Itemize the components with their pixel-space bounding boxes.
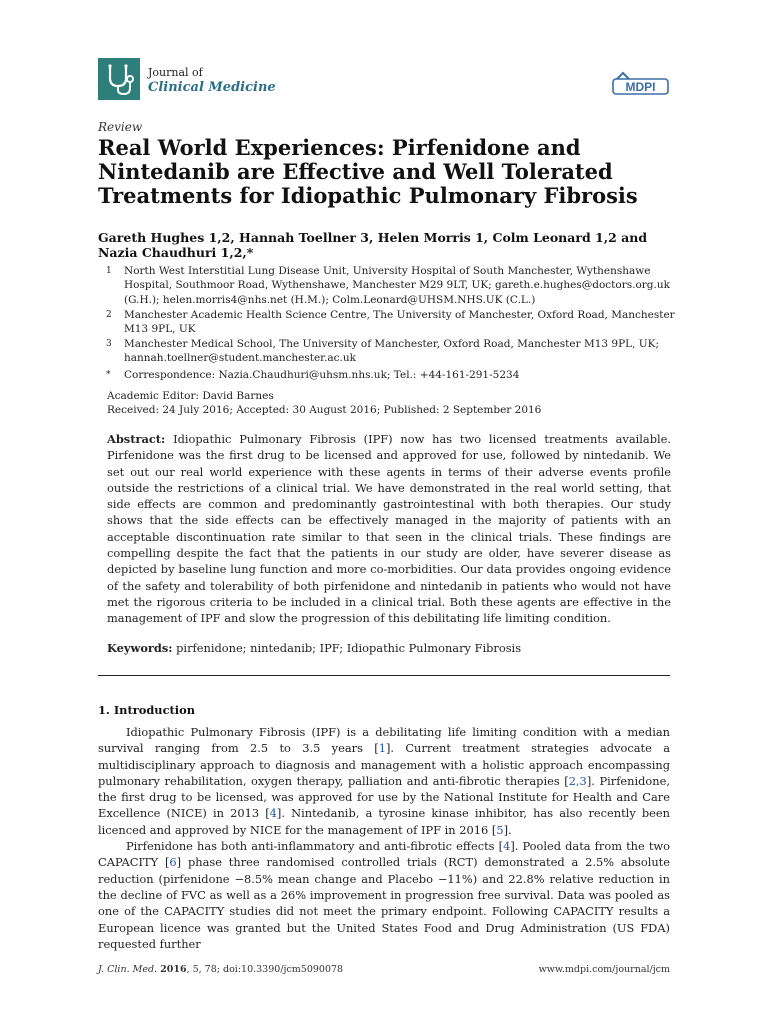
- paragraph: Idiopathic Pulmonary Fibrosis (IPF) is a debilitating life limiting condition with a median survival ranging from 2.5 to 3.5 years [1]. Current treatment strategies advocate a multidisciplinary approach to diagnosis and management with a holistic approach encompassing pulmonary rehabilitation, oxygen therapy, palliation and anti-fibrotic therapies [2,3]. Pirfenidone, the first drug to be licensed, was approved for use by the National Institute for Health and Care Excellence (NICE) in 2013 [4]. Nintedanib, a tyrosine kinase inhibitor, has also recently been licenced and approved by NICE for the management of IPF in 2016 [5].: [98, 725, 670, 837]
- affiliation-number: 2: [106, 310, 112, 320]
- keywords-text: pirfenidone; nintedanib; IPF; Idiopathic Pulmonary Fibrosis: [176, 641, 522, 655]
- affiliation-number: 3: [106, 339, 112, 349]
- abstract-label: Abstract:: [107, 432, 166, 446]
- reference-link[interactable]: 5: [496, 822, 504, 837]
- footer-citation: [98, 964, 343, 975]
- reference-link[interactable]: 2,3: [568, 773, 587, 788]
- reference-link[interactable]: 1: [378, 741, 386, 756]
- affiliation-2: [98, 308, 688, 337]
- affiliation-text: Manchester Medical School, The University of Manchester, Oxford Road, Manchester M13 9PL, UK; hannah.toellner@student.manchester.ac.uk: [124, 338, 660, 365]
- journal-name: Clinical Medicine: [148, 80, 276, 95]
- journal-logo: [98, 58, 140, 100]
- citation-year: 2016: [160, 964, 187, 975]
- correspondence-text: Correspondence: Nazia.Chaudhuri@uhsm.nhs.uk; Tel.: +44-161-291-5234: [124, 369, 520, 381]
- abstract: [107, 431, 671, 627]
- reference-link[interactable]: 6: [169, 855, 177, 870]
- authors-line-1: Gareth Hughes 1,2, Hannah Toellner 3, Helen Morris 1, Colm Leonard 1,2 and: [98, 230, 648, 245]
- section-divider: [98, 675, 670, 676]
- affiliation-1: [98, 264, 688, 307]
- correspondence-marker: *: [106, 370, 111, 380]
- reference-link[interactable]: 4: [503, 839, 511, 854]
- affiliation-3: [98, 337, 688, 366]
- journal-url[interactable]: www.mdpi.com/journal/jcm: [538, 964, 670, 975]
- academic-editor: Academic Editor: David Barnes: [107, 390, 274, 402]
- citation-details: , 5, 78; doi:10.3390/jcm5090078: [186, 964, 344, 975]
- publication-dates: Received: 24 July 2016; Accepted: 30 August 2016; Published: 2 September 2016: [107, 404, 542, 416]
- authors-line-2: Nazia Chaudhuri 1,2,*: [98, 245, 254, 260]
- reference-link[interactable]: 4: [269, 806, 277, 821]
- affiliation-text: North West Interstitial Lung Disease Unit, University Hospital of South Manchester, Wythenshawe Hospital, Southmoor Road, Wythenshawe, Manchester M29 9LT, UK; gareth.e.hughes@doctors.org.uk (G.H.); helen.morris4@nhs.net (H.M.); Colm.Leonard@UHSM.NHS.UK (C.L.): [124, 265, 670, 306]
- publisher-logo: [612, 70, 670, 100]
- citation-journal: J. Clin. Med.: [98, 964, 158, 975]
- keywords: [107, 641, 671, 655]
- section-heading: 1. Introduction: [98, 703, 195, 717]
- keywords-label: Keywords:: [107, 641, 173, 655]
- stethoscope-icon: [98, 58, 140, 100]
- paragraph: Pirfenidone has both anti-inflammatory and anti-fibrotic effects [4]. Pooled data from the two CAPACITY [6] phase three randomised controlled trials (RCT) demonstrated a 2.5% absolute reduction (pirfenidone −8.5% mean change and Placebo −11%) and 22.8% relative reduction in the decline of FVC as well as a 26% improvement in progression free survival. Data was pooled as one of the CAPACITY studies did not meet the primary endpoint. Following CAPACITY results a European licence was granted but the United States Food and Drug Administration (US FDA) requested further: [98, 839, 671, 951]
- affiliation-text: Manchester Academic Health Science Centre, The University of Manchester, Oxford Road, Manchester M13 9PL, UK: [124, 309, 675, 336]
- author-list: [98, 230, 688, 260]
- correspondence: [98, 368, 688, 382]
- abstract-text: Idiopathic Pulmonary Fibrosis (IPF) now has two licensed treatments available. Pirfenidone was the first drug to be licensed and approved for use, followed by nintedanib. We set out our real world experience with these agents in terms of their adverse events profile outside the restrictions of a clinical trial. We have demonstrated in the real world setting, that side effects are common and predominantly gastrointestinal with both therapies. Our study shows that the side effects can be effectively managed in the majority of patients with an acceptable discontinuation rate similar to that seen in the clinical trials. These findings are compelling despite the fact that the patients in our study are older, have severer disease as depicted by baseline lung function and more co-morbidities. Our data provides ongoing evidence of the safety and tolerability of both pirfenidone and nintedanib in patients who would not have met the rigorous criteria to be included in a clinical trial. Both these agents are effective in the management of IPF and slow the progression of this debilitating life limiting condition.: [107, 432, 672, 626]
- article-type: Review: [98, 120, 143, 134]
- publisher-name: MDPI: [625, 80, 656, 94]
- affiliation-number: 1: [106, 266, 112, 276]
- journal-of-label: Journal of: [148, 66, 203, 79]
- introduction-body: [98, 724, 670, 952]
- article-title: Real World Experiences: Pirfenidone and Nintedanib are Effective and Well Tolerated Treatments for Idiopathic Pulmonary Fibrosis: [98, 135, 638, 208]
